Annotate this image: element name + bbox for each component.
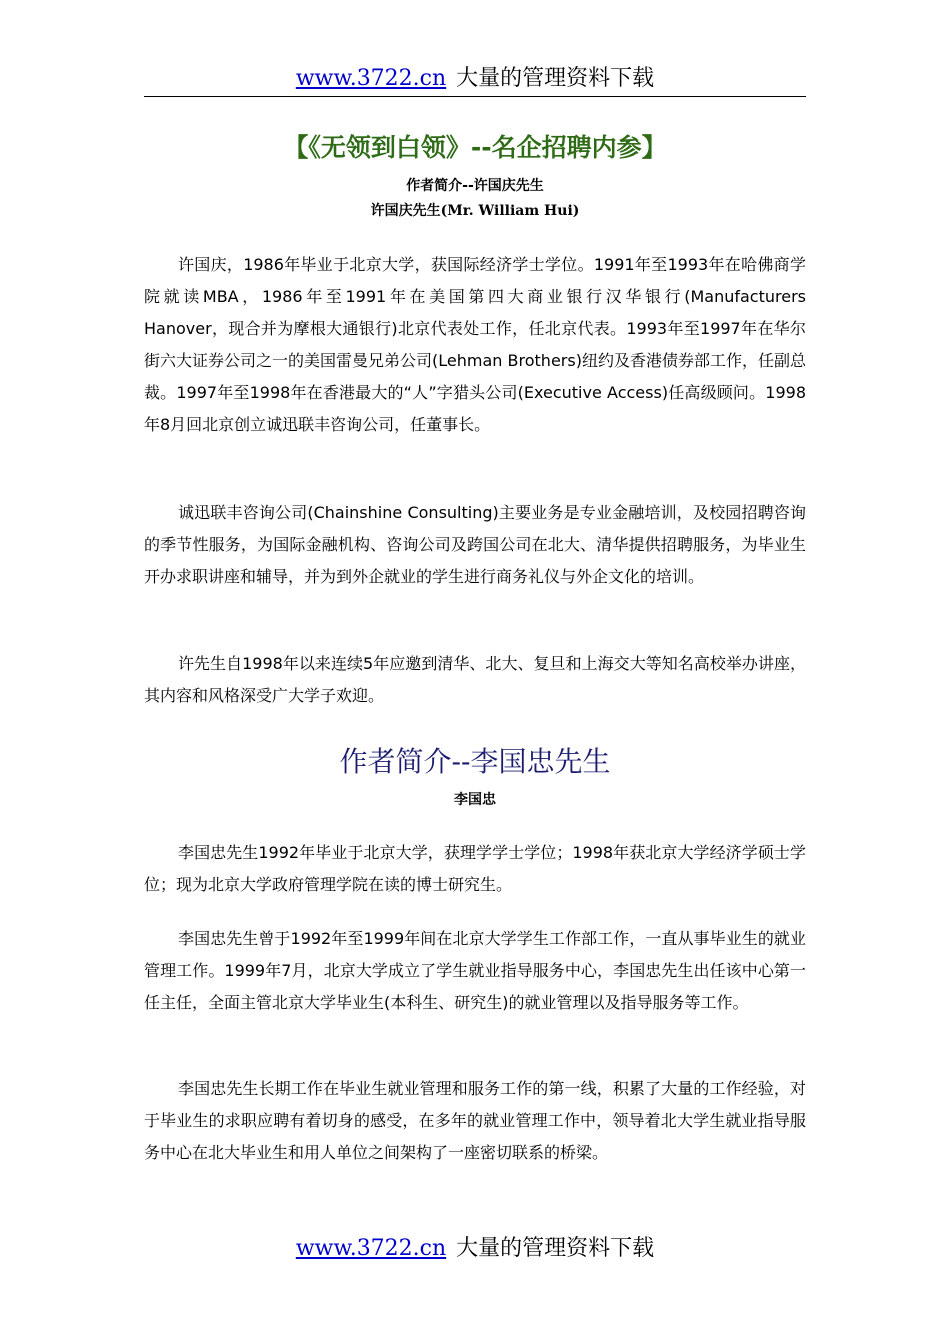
author1-name-line xyxy=(144,200,806,222)
document-title: 【《无领到白领》--名企招聘内参】 xyxy=(283,133,667,162)
page-footer xyxy=(144,1234,806,1264)
document-page xyxy=(144,0,806,1344)
author1-paragraph-2: 诚迅联丰咨询公司(Chainshine Consulting)主要业务是专业金融培训，及校园招聘咨询的季节性服务，为国际金融机构、咨询公司及跨国公司在北大、清华提供招聘服务，为毕业生开办求职讲座和辅导，并为到外企就业的学生进行商务礼仪与外企文化的培训。 xyxy=(144,503,806,586)
header-tagline: 大量的管理资料下载 xyxy=(456,66,655,91)
author1-name-cn: 许国庆先生 xyxy=(370,203,441,219)
author1-paragraph-3: 许先生自1998年以来连续5年应邀到清华、北大、复旦和上海交大等知名高校举办讲座，其内容和风格深受广大学子欢迎。 xyxy=(144,654,806,705)
author2-paragraph-2: 李国忠先生曾于1992年至1999年间在北京大学学生工作部工作，一直从事毕业生的就业管理工作。1999年7月，北京大学成立了学生就业指导服务中心，李国忠先生出任该中心第一任主任，全面主管北京大学毕业生(本科生、研究生)的就业管理以及指导服务等工作。 xyxy=(144,929,806,1012)
author1-name-en: (Mr. William Hui) xyxy=(440,203,580,219)
footer-tagline: 大量的管理资料下载 xyxy=(456,1236,655,1261)
author2-heading: 作者简介--李国忠先生 xyxy=(339,745,611,778)
author2-paragraph-3: 李国忠先生长期工作在毕业生就业管理和服务工作的第一线，积累了大量的工作经验，对于毕业生的求职应聘有着切身的感受，在多年的就业管理工作中，领导着北大学生就业指导服务中心在北大毕业生和用人单位之间架构了一座密切联系的桥梁。 xyxy=(144,1079,806,1162)
header-site-link[interactable]: www.3722.cn xyxy=(295,66,447,91)
author2-paragraph-1: 李国忠先生1992年毕业于北京大学，获理学学士学位；1998年获北京大学经济学硕士学位；现为北京大学政府管理学院在读的博士研究生。 xyxy=(144,843,806,894)
author1-heading: 作者简介--许国庆先生 xyxy=(406,178,544,194)
header-divider xyxy=(144,96,806,97)
author2-name: 李国忠 xyxy=(454,792,496,808)
footer-site-link[interactable]: www.3722.cn xyxy=(295,1236,447,1261)
author1-paragraph-1: 许国庆，1986年毕业于北京大学，获国际经济学士学位。1991年至1993年在哈佛商学院就读MBA，1986年至1991年在美国第四大商业银行汉华银行(Manufacturers Hanover，现合并为摩根大通银行)北京代表处工作，任北京代表。1993年至1997年在华尔街六大证券公司之一的美国雷曼兄弟公司(Lehman Brothers)纽约及香港债券部工作，任副总裁。1997年至1998年在香港最大的“人”字猎头公司(Executive Access)任高级顾问。1998年8月回北京创立诚迅联丰咨询公司，任董事长。 xyxy=(144,255,806,434)
page-header xyxy=(144,64,806,94)
